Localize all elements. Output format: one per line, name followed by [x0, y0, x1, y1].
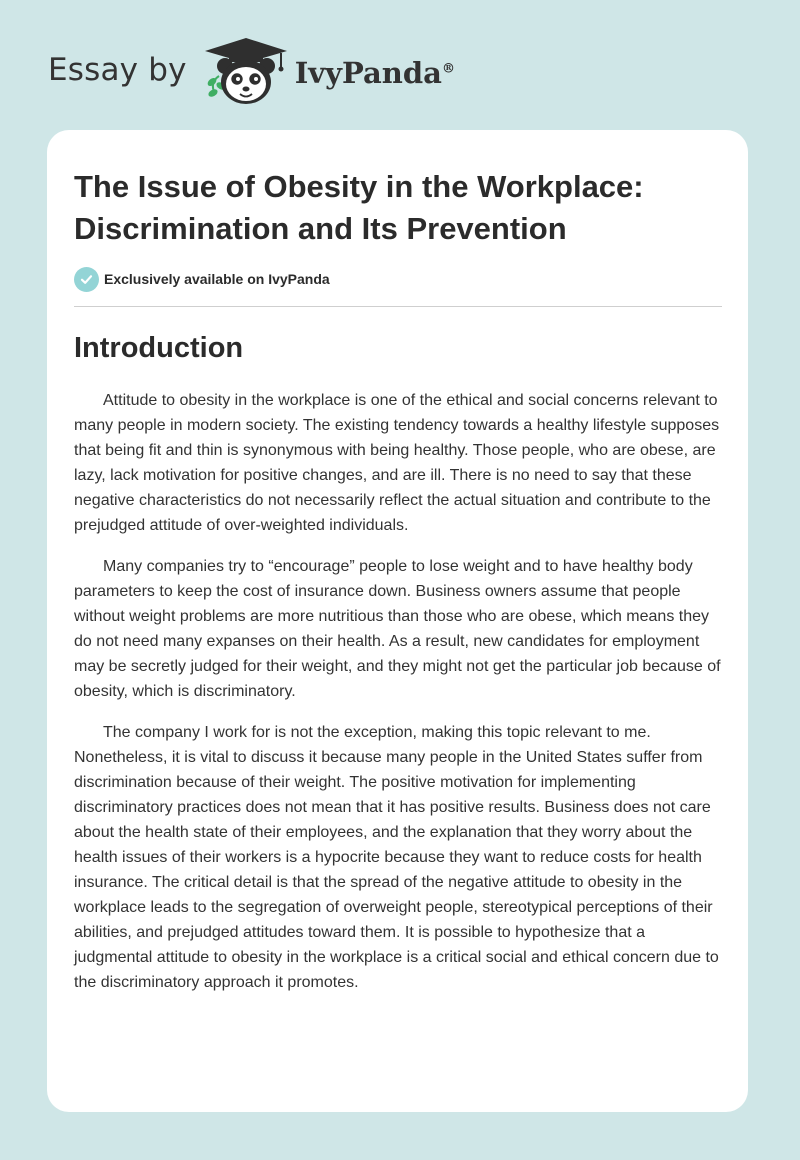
- check-icon: [74, 267, 99, 292]
- essay-card: [47, 130, 748, 1112]
- essay-by-label: Essay by: [48, 52, 187, 88]
- exclusive-badge-text: Exclusively available on IvyPanda: [104, 271, 330, 287]
- site-header: [48, 36, 455, 108]
- section-heading: Introduction: [74, 332, 244, 364]
- paragraph-3: The company I work for is not the exception, making this topic relevant to me. Nonetheless, it is vital to discuss it because many people in the United States suffer from discrimination because of their weight. The positive motivation for implementing discriminatory practices does not mean that it has positive results. Business does not care about the health state of their employees, and the explanation that they worry about the health issues of their workers is a hypocrite because they want to reduce costs for health insurance. The critical detail is that the spread of the negative attitude to obesity in the workplace leads to the segregation of overweight people, stereotypical perceptions of their abilities, and prejudged attitudes toward them. It is possible to hypothesize that a judgmental attitude to obesity in the workplace is a critical social and ethical concern due to the discriminatory approach it promotes.: [74, 724, 719, 991]
- exclusive-badge: [74, 266, 722, 292]
- divider: [74, 306, 722, 307]
- registered-mark: ®: [441, 61, 455, 77]
- brand-name[interactable]: [295, 56, 455, 90]
- essay-title: The Issue of Obesity in the Workplace: Discrimination and Its Prevention: [74, 169, 644, 246]
- paragraph-2: Many companies try to “encourage” people to lose weight and to have healthy body parameters to keep the cost of insurance down. Business owners assume that people without weight problems are more nutritious than those who are obese, which means they do not need many expanses on their health. As a result, new candidates for employment may be secretly judged for their weight, and they might not get the particular job because of obesity, which is discriminatory.: [74, 558, 721, 700]
- brand-name-text: IvyPanda: [294, 56, 442, 90]
- panda-logo-icon[interactable]: [201, 36, 291, 108]
- paragraph-1: Attitude to obesity in the workplace is one of the ethical and social concerns relevant to many people in modern society. The existing tendency towards a healthy lifestyle supposes that being fit and thin is synonymous with being healthy. Those people, who are obese, are lazy, lack motivation for positive changes, and are ill. There is no need to say that these negative characteristics do not necessarily reflect the actual situation and contribute to the prejudged attitude of over-weighted individuals.: [74, 392, 720, 534]
